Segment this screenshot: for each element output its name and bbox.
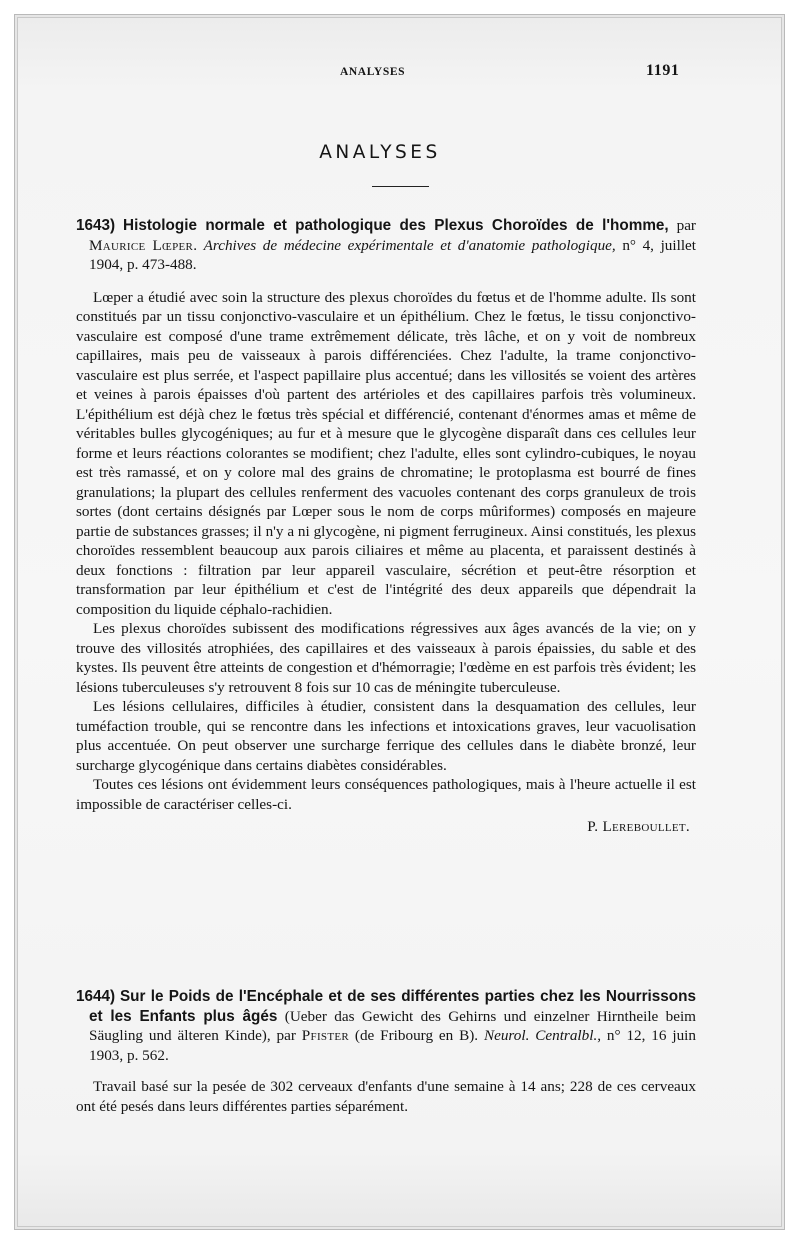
section-title: ANALYSES	[319, 142, 441, 163]
journal-citation: Archives de médecine expérimentale et d'anatomie pathologique,	[203, 236, 616, 254]
citation-details: n° 4, juillet 1904, p. 473-488.	[89, 236, 696, 273]
article-1643	[76, 216, 696, 837]
article-number: 1644)	[76, 988, 116, 1005]
paragraph: Travail basé sur la pesée de 302 cerveaux d'enfants d'une semaine à 14 ans; 228 de ces cerveaux ont été pesés dans leurs différentes parties séparément.	[76, 1078, 696, 1115]
signature: P. Lereboullet.	[587, 818, 690, 835]
title-rule	[372, 186, 429, 187]
article-author: Maurice Lœper	[89, 236, 194, 254]
paragraph: Les lésions cellulaires, difficiles à étudier, consistent dans la desquamation des cellules, leur tuméfaction trouble, qui se rencontre dans les infections et intoxications graves, leur vacuolisation plus accentuée. On peut observer une surcharge ferrique des cellules dans le diabète bronzé, leur surcharge glycogénique dans certains diabètes considérables.	[76, 698, 696, 774]
paragraph: Les plexus choroïdes subissent des modifications régressives aux âges avancés de la vie; on y trouve des villosités atrophiées, des capillaires et des vaisseaux à parois épaissies, du sable et des kystes. Ils peuvent être atteints de congestion et d'hémorragie; l'œdème en est parfois très évident; les lésions tuberculeuses s'y retrouvent 8 fois sur 10 cas de méningite tuberculeuse.	[76, 620, 696, 696]
article-author: Pfister	[301, 1027, 350, 1044]
article-number: 1643)	[76, 217, 116, 234]
citation-details: , n° 12, 16 juin 1903, p. 562.	[89, 1027, 696, 1064]
article-1644	[76, 987, 696, 1116]
by-word: par	[668, 217, 696, 234]
running-head: ANALYSES	[340, 66, 406, 78]
article-heading	[76, 987, 696, 1065]
article-heading: 1643) Histologie normale et pathologique des Plexus Choroïdes de l'homme, par Maurice Lœper. Archives de médecine expérimentale et d'anatomie pathologique, n° 4, juillet 1904, p. 473-488.	[76, 217, 696, 273]
author-place: (de Fribourg en B).	[349, 1027, 484, 1044]
paragraph: Toutes ces lésions ont évidemment leurs conséquences pathologiques, mais à l'heure actuelle il est impossible de caractériser celles-ci.	[76, 776, 696, 813]
article-subtitle: (Ueber das Gewicht des Gehirns und einzelner Hirntheile beim Säugling und älteren Kinde), par	[89, 1007, 696, 1044]
paragraph: Lœper a étudié avec soin la structure des plexus choroïdes du fœtus et de l'homme adulte. Ils sont constitués par un tissu conjonctivo-vasculaire et un épithélium. Chez le fœtus, le tissu conjonctivo-vasculaire est composé d'une trame extrêmement délicate, très lâche, et on y voit de nombreux capillaires, mais peu de vaisseaux à parois différenciées. Chez l'adulte, la trame conjonctivo-vasculaire est plus serrée, et l'aspect papillaire plus accentué; dans les villosités se voient des artères et veines à parois épaisses d'où partent des artérioles et des capillaires parfois très volumineux. L'épithélium est déjà chez le fœtus très spécial et différencié, contenant d'énormes amas et même de véritables bulles glycogéniques; au fur et à mesure que le glycogène disparaît dans ces cellules leur forme et leurs réactions colorantes se modifient; chez l'adulte, elles sont cylindro-cubiques, le noyau est très ramassé, et on y colore mal des grains de chromatine; le protoplasma est bourré de fines granulations; la plupart des cellules renferment des vacuoles contenant des corps granuleux de trois sortes (dont certains désignés par Lœper sous le nom de corps mûriformes) composés en majeure partie de substances grasses; il n'y a ni glycogène, ni pigment ferrugineux. Ainsi constitués, les plexus choroïdes ressemblent beaucoup aux parois ciliaires et même au placenta, et paraissent destinés à deux fonctions : filtration par leur appareil vasculaire, sécrétion et peut-être résorption et transformation par leur épithélium et c'est de l'intégrité des deux appareils que dépendrait la composition du liquide céphalo-rachidien.	[76, 288, 696, 618]
journal-citation: Neurol. Centralbl.	[483, 1027, 598, 1044]
article-title: Histologie normale et pathologique des Plexus Choroïdes de l'homme,	[123, 217, 669, 234]
page-number: 1191	[646, 62, 680, 79]
article-title: Sur le Poids de l'Encéphale et de ses différentes parties chez les Nourrissons et les Enfants plus âgés	[89, 988, 696, 1025]
